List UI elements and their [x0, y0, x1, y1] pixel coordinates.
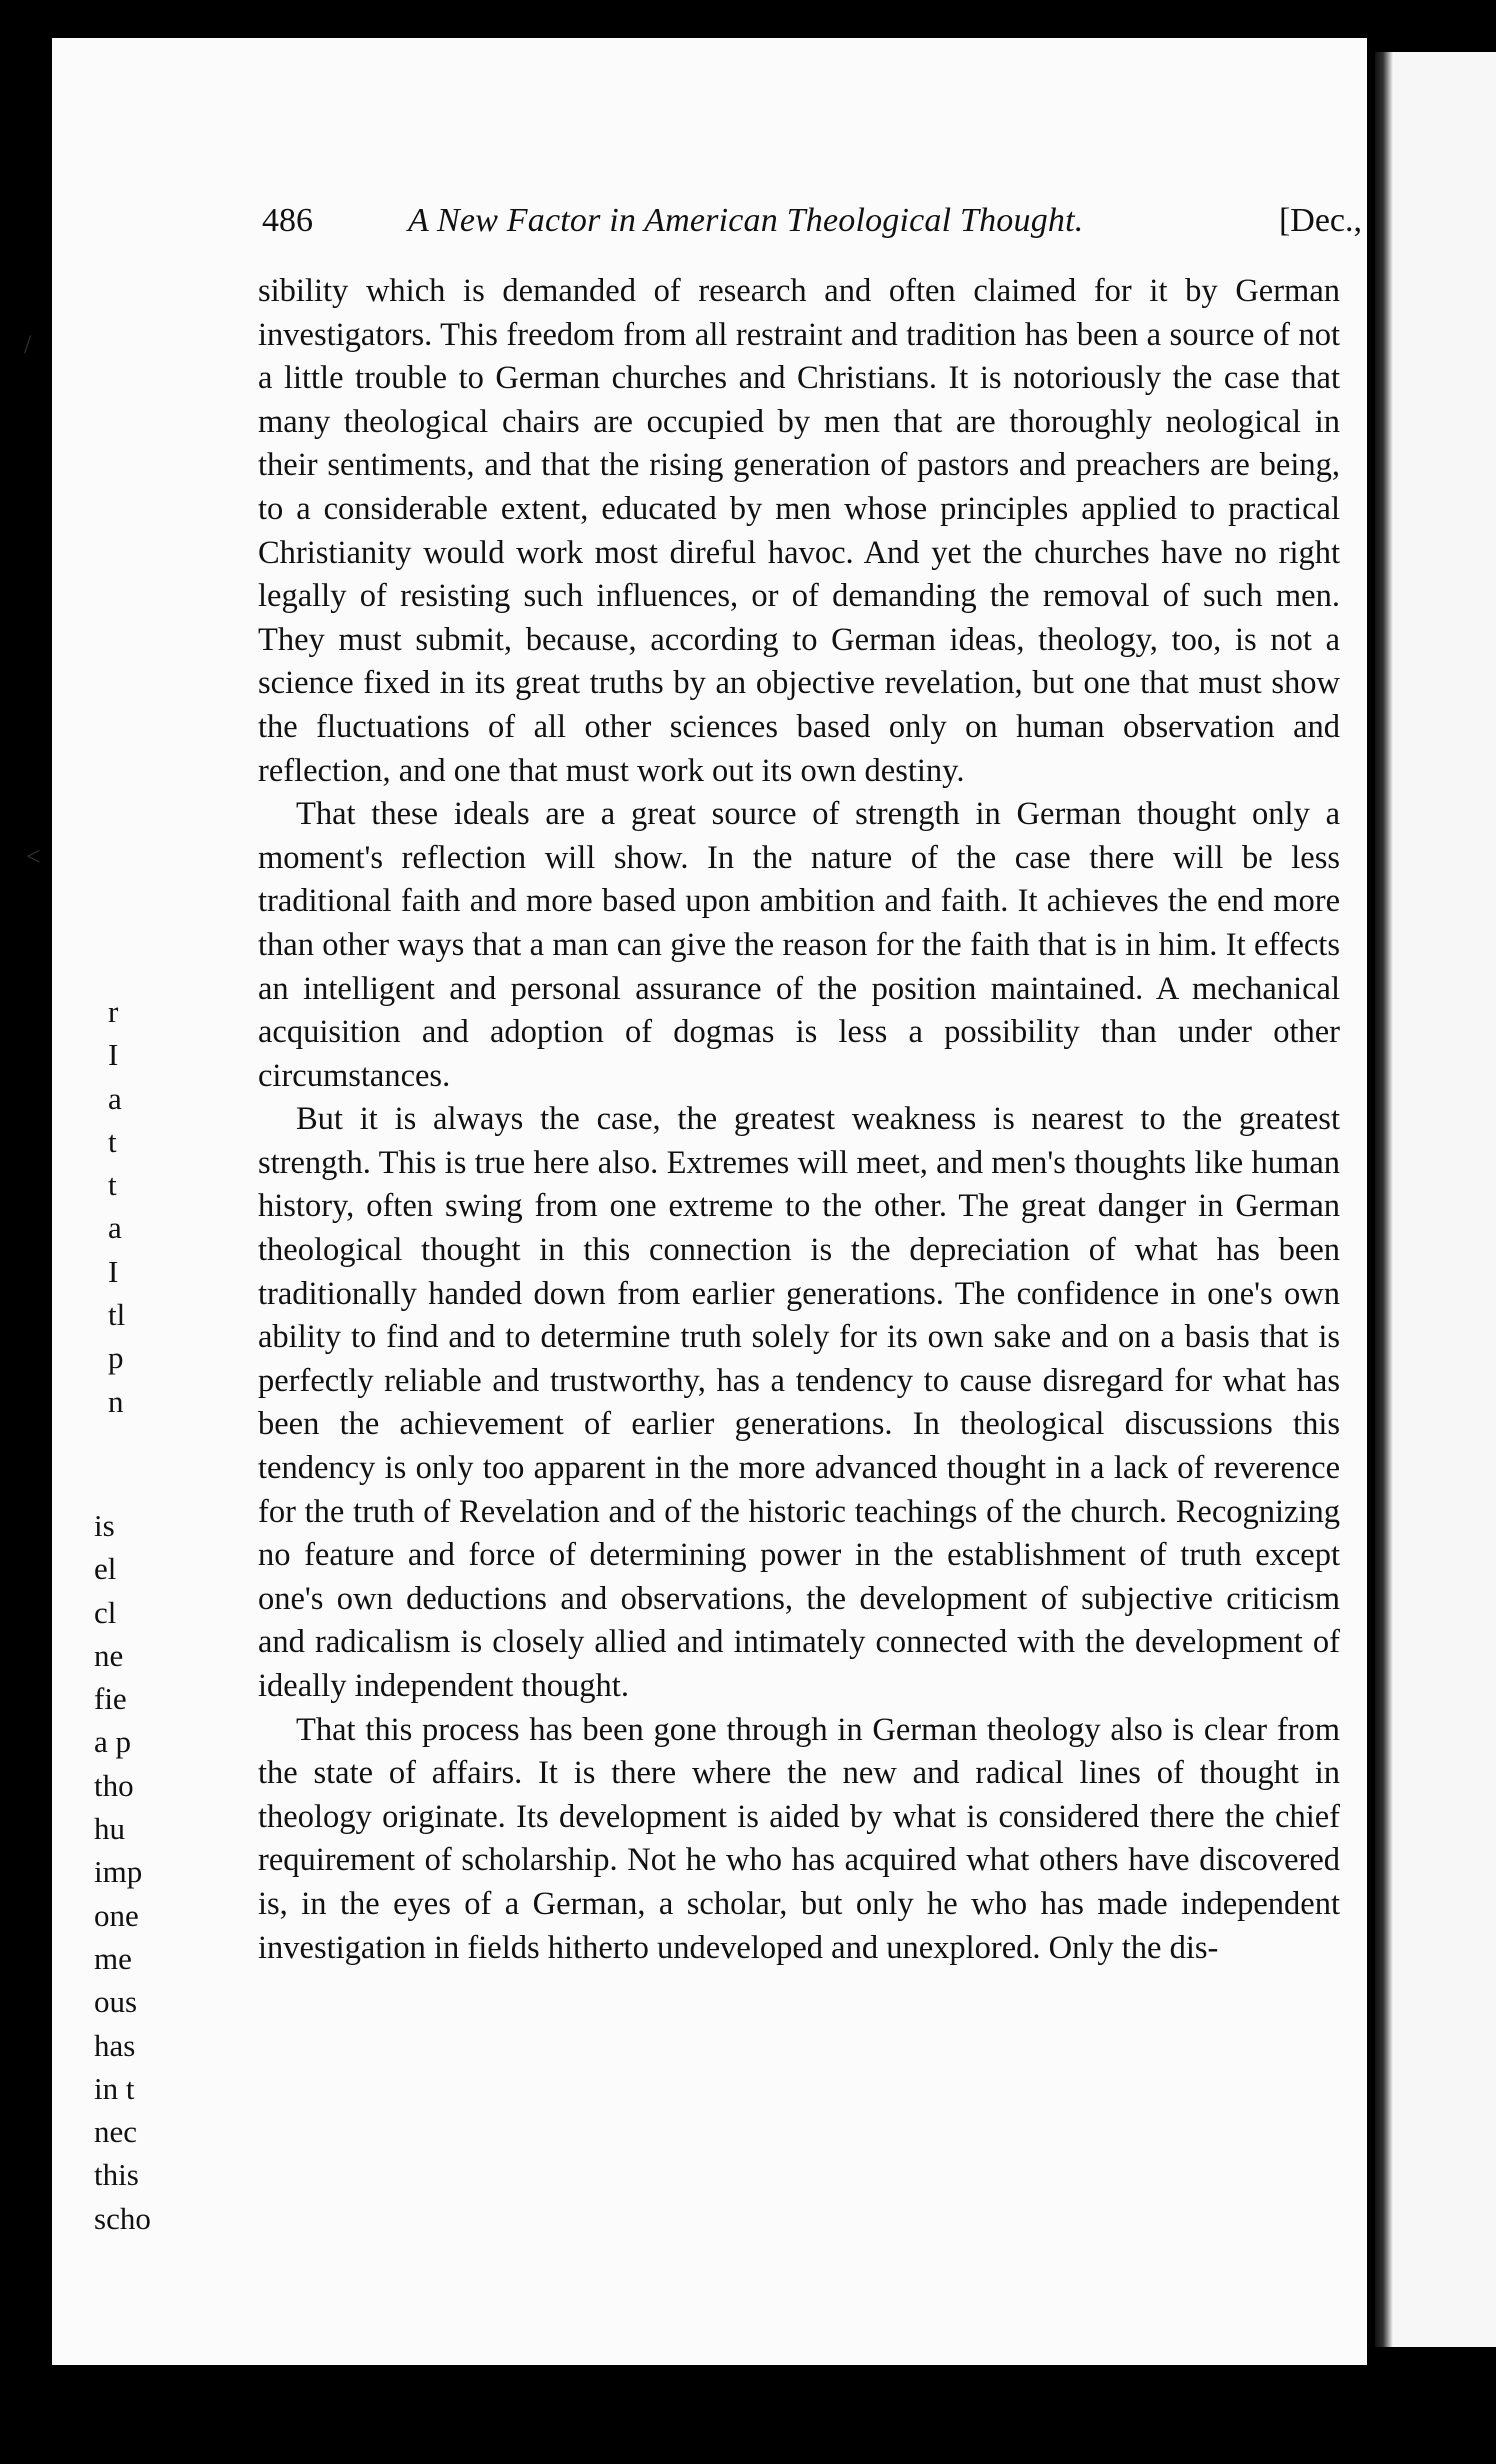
facing-line: n: [108, 1383, 124, 1419]
facing-line: nec: [94, 2114, 138, 2150]
facing-line: has: [94, 2027, 136, 2063]
facing-page-upper-text: [108, 990, 125, 1423]
facing-line: in t: [94, 2070, 135, 2106]
facing-line: scho: [94, 2200, 151, 2236]
facing-line: a p: [94, 1724, 132, 1760]
body-text: [258, 270, 1340, 1970]
facing-line: ous: [94, 1984, 138, 2020]
page-number: 486: [262, 202, 313, 239]
facing-page-lower-text: [94, 1504, 151, 2240]
facing-line: p: [108, 1340, 124, 1376]
page-header: [262, 190, 1362, 250]
paragraph-1: sibility which is demanded of research and often claimed for it by German investigators. This freedom from all restraint and tradition has been a source of not a little trouble to German churches and Christians. It is notoriously the case that many theological chairs are occupied by men that are thoroughly neological in their sentiments, and that the rising generation of pastors and preachers are being, to a considerable extent, educated by men whose principles applied to practical Christianity would work most direful havoc. And yet the churches have no right legally of resisting such influences, or of demanding the removal of such men. They must submit, because, according to German ideas, theology, too, is not a science fixed in its great truths by an objective revelation, but one that must show the fluctuations of all other sciences based only on human observation and reflection, and one that must work out its own destiny.: [258, 273, 1340, 789]
running-title: A New Factor in American Theological Thought.: [408, 202, 1084, 239]
facing-line: I: [108, 1253, 119, 1289]
margin-tick-mark: /: [24, 330, 32, 359]
facing-line: ne: [94, 1637, 124, 1673]
facing-line: a: [108, 1210, 122, 1246]
facing-line: one: [94, 1897, 139, 1933]
section-mark: [Dec.,: [1278, 202, 1362, 239]
facing-line: t: [108, 1167, 117, 1203]
facing-line: tl: [108, 1297, 126, 1333]
facing-line: this: [94, 2157, 139, 2193]
facing-line: hu: [94, 1811, 125, 1847]
paragraph-4: That this process has been gone through in German theology also is clear from the state of affairs. It is there where the new and radical lines of thought in theology originate. Its development is aided by what is considered there the chief requirement of scholarship. Not he who has acquired what others have discovered is, in the eyes of a German, a scholar, but only he who has made independent investigation in fields hitherto undeveloped and unexplored. Only the dis-: [258, 1711, 1340, 1966]
facing-line: t: [108, 1123, 117, 1159]
facing-line: imp: [94, 1854, 143, 1890]
page-gutter-shadow: [1375, 52, 1393, 2347]
facing-line: r: [108, 994, 119, 1029]
facing-line: me: [94, 1940, 132, 1976]
facing-line: fie: [94, 1681, 127, 1717]
facing-line: tho: [94, 1767, 134, 1803]
facing-line: is: [94, 1508, 115, 1543]
margin-bracket-mark: <: [26, 842, 41, 871]
facing-line: I: [108, 1037, 119, 1073]
facing-line: el: [94, 1551, 117, 1587]
paragraph-2: That these ideals are a great source of strength in German thought only a moment's reflection will show. In the nature of the case there will be less traditional faith and more based upon ambition and faith. It achieves the end more than other ways that a man can give the reason for the faith that is in him. It effects an intelligent and personal assurance of the position maintained. A mechanical acquisition and adoption of dogmas is less a possibility than under other circumstances.: [258, 796, 1340, 1094]
facing-line: cl: [94, 1594, 117, 1630]
facing-line: a: [108, 1080, 122, 1116]
facing-page: [1375, 52, 1496, 2347]
paragraph-3: But it is always the case, the greatest weakness is nearest to the greatest strength. This is true here also. Extremes will meet, and men's thoughts like human history, often swing from one extreme to the other. The great danger in German theological thought in this connection is the depreciation of what has been traditionally handed down from earlier generations. The confidence in one's own ability to find and to determine truth solely for its own sake and on a basis that is perfectly reliable and trustworthy, has a tendency to cause disregard for what has been the achievement of earlier generations. In theological discussions this tendency is only too apparent in the more advanced thought in a lack of reverence for the truth of Revelation and of the historic teachings of the church. Recognizing no feature and force of determining power in the establishment of truth except one's own deductions and observations, the development of subjective criticism and radicalism is closely allied and intimately connected with the development of ideally independent thought.: [258, 1101, 1340, 1704]
